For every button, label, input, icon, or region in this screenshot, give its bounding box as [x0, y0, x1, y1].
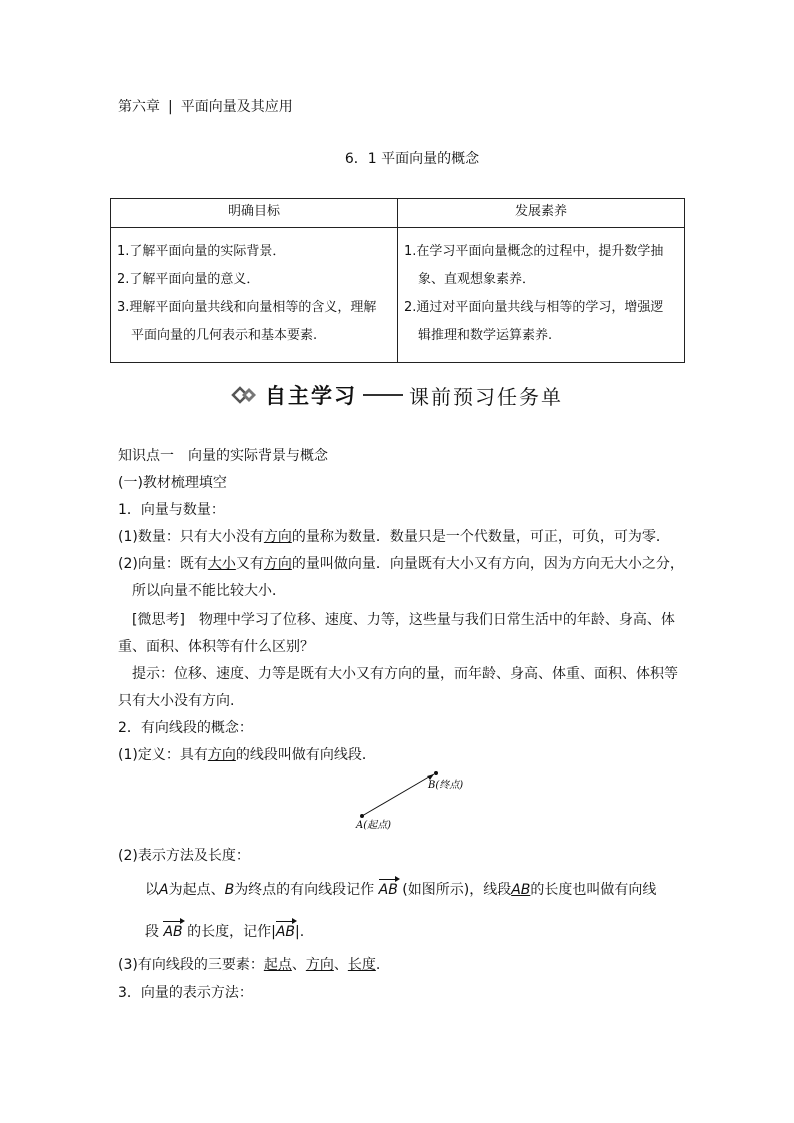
- competency-item: [404, 238, 678, 294]
- chapter-separator: |: [168, 99, 173, 115]
- text: |.: [295, 924, 305, 940]
- subheading-fill: (一)教材梳理填空: [118, 475, 227, 491]
- text: 段: [145, 924, 159, 940]
- fill-blank: 方向: [207, 747, 236, 763]
- goal-item: [117, 294, 391, 350]
- text: 、: [333, 957, 348, 973]
- micro-think: [微思考] 物理中学习了位移、速度、力等，这些量与我们日常生活中的年龄、身高、体: [132, 612, 675, 628]
- goal-num: 2.: [117, 272, 130, 287]
- competency-cell: [398, 228, 685, 363]
- paragraph-quantity: [118, 526, 670, 546]
- fill-blank: 方向: [263, 556, 292, 572]
- heading-vector-quantity: 1．向量与数量：: [118, 502, 225, 518]
- competency-item: [404, 294, 678, 350]
- vector-ab-magnitude: AB: [276, 920, 295, 940]
- text: (如图所示)，线段: [402, 882, 512, 898]
- competency-num: 1.: [404, 244, 417, 259]
- text: 的长度也叫做有向线: [530, 882, 657, 898]
- point-a: [360, 814, 364, 818]
- representation-line-2: [145, 920, 304, 941]
- knowledge-point-title: 知识点一 向量的实际背景与概念: [118, 448, 328, 464]
- section-banner: [0, 380, 794, 410]
- goal-text-cont: 平面向量的几何表示和基本要素.: [131, 328, 318, 343]
- competency-text-cont: 象、直观想象素养．: [418, 272, 536, 287]
- fill-blank: 起点: [263, 957, 292, 973]
- goal-num: 3.: [117, 300, 130, 315]
- heading-vector-representation: 3．向量的表示方法：: [118, 985, 253, 1001]
- chapter-title: 平面向量及其应用: [180, 99, 293, 115]
- vector-ab: AB: [379, 878, 398, 898]
- competency-header: 发展素养: [398, 199, 685, 228]
- goal-text: 理解平面向量共线和向量相等的含义，理解: [129, 300, 377, 315]
- goal-item: [117, 266, 391, 294]
- var-a: A: [159, 882, 169, 898]
- hint: 提示：位移、速度、力等是既有大小又有方向的量，而年龄、身高、体重、面积、体积等: [132, 666, 678, 682]
- goal-text: 了解平面向量的意义．: [129, 272, 260, 287]
- text: 为起点、: [168, 882, 225, 898]
- banner-dash: [363, 394, 403, 396]
- text: 以: [145, 882, 159, 898]
- competency-text: 通过对平面向量共线与相等的学习，增强逻: [416, 300, 664, 315]
- banner-subtitle: 课前预习任务单: [409, 384, 563, 409]
- representation-line-1: [145, 878, 656, 899]
- end-point-label: B(终点): [428, 780, 464, 791]
- goals-table: [110, 198, 685, 363]
- text: .: [375, 957, 381, 973]
- text: 又有: [235, 556, 264, 572]
- section-title: 6．1 平面向量的概念: [344, 151, 480, 167]
- point-b: [434, 771, 438, 775]
- text: 、: [291, 957, 306, 973]
- diamond-logo-icon: [231, 384, 259, 406]
- goal-text: 了解平面向量的实际背景．: [129, 244, 286, 259]
- text: 的长度，记作|: [187, 924, 276, 940]
- micro-think-cont: 重、面积、体积等有什么区别？: [118, 639, 314, 655]
- goal-item: [117, 238, 391, 266]
- text: 为终点的有向线段记作: [234, 882, 375, 898]
- fill-blank: 长度: [347, 957, 376, 973]
- text: (1)定义：具有: [118, 747, 208, 763]
- fill-blank: 大小: [207, 556, 236, 572]
- competency-text: 在学习平面向量概念的过程中，提升数学抽: [416, 244, 664, 259]
- segment-line: [362, 774, 434, 816]
- chapter-header: [118, 96, 293, 116]
- competency-text-cont: 辑推理和数学运算素养.: [418, 328, 553, 343]
- directed-segment-figure: [350, 768, 480, 838]
- paragraph-vector-cont: 所以向量不能比较大小．: [132, 583, 286, 599]
- definition: [118, 744, 376, 764]
- banner-main-title: 自主学习: [265, 384, 357, 408]
- fill-blank: 方向: [263, 529, 292, 545]
- hint-cont: 只有大小没有方向.: [118, 693, 235, 709]
- text: 的量称为数量．数量只是一个代数量，可正，可负，可为零．: [291, 529, 670, 545]
- chapter-number: 第六章: [118, 99, 160, 115]
- fill-blank: 方向: [305, 957, 334, 973]
- three-elements: [118, 954, 380, 974]
- text: (3)有向线段的三要素：: [118, 957, 264, 973]
- goals-header: 明确目标: [111, 199, 398, 228]
- vector-ab: AB: [163, 920, 182, 940]
- goal-num: 1.: [117, 244, 130, 259]
- goals-cell: [111, 228, 398, 363]
- paragraph-vector: [118, 553, 684, 573]
- text: 的线段叫做有向线段．: [235, 747, 376, 763]
- text: (2)向量：既有: [118, 556, 208, 572]
- competency-num: 2.: [404, 300, 417, 315]
- text: 的量叫做向量．向量既有大小又有方向，因为方向无大小之分，: [291, 556, 684, 572]
- start-point-label: A(起点): [356, 820, 392, 831]
- heading-directed-segment: 2．有向线段的概念：: [118, 720, 253, 736]
- text: (1)数量：只有大小没有: [118, 529, 264, 545]
- representation-title: (2)表示方法及长度：: [118, 848, 250, 864]
- segment-ab: AB: [511, 882, 531, 898]
- var-b: B: [224, 882, 235, 898]
